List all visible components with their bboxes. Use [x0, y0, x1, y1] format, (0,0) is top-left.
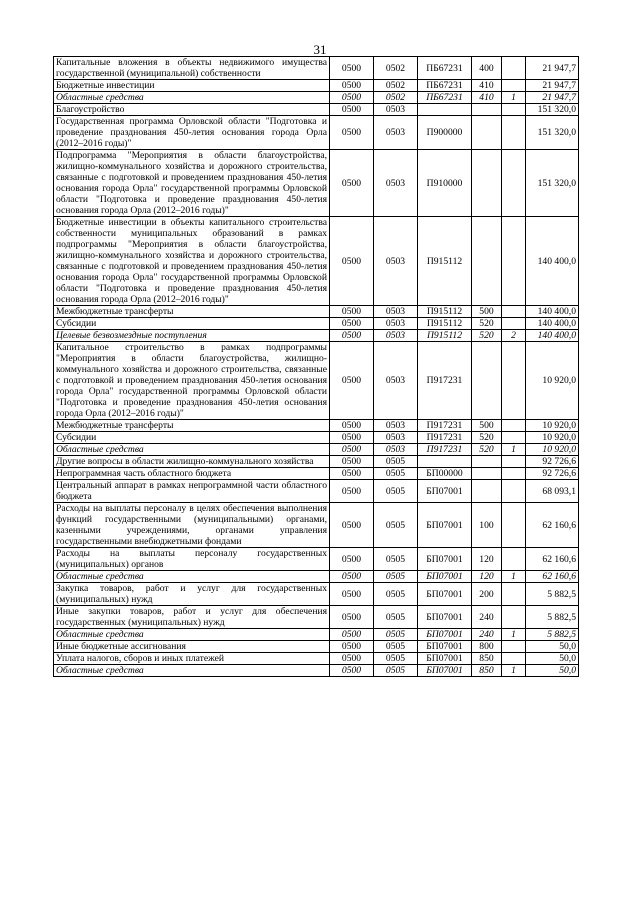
target-article-code: БП07001	[418, 480, 472, 503]
section-code: 0500	[330, 653, 374, 665]
amount: 140 400,0	[526, 318, 579, 330]
item-name: Областные средства	[54, 629, 330, 641]
target-article-code: БП07001	[418, 665, 472, 677]
expense-type-code: 120	[472, 548, 502, 571]
target-article-code: БП07001	[418, 583, 472, 606]
table-row	[54, 641, 579, 653]
section-code: 0500	[330, 432, 374, 444]
subsection-code: 0505	[374, 606, 418, 629]
section-code: 0500	[330, 306, 374, 318]
target-article-code: БП07001	[418, 503, 472, 548]
expense-type-code	[472, 468, 502, 480]
section-code: 0500	[330, 456, 374, 468]
expense-type-code: 800	[472, 641, 502, 653]
amount: 21 947,7	[526, 92, 579, 104]
subsection-code: 0505	[374, 468, 418, 480]
funding-source-code	[502, 420, 526, 432]
amount: 21 947,7	[526, 57, 579, 80]
item-name: Капитальное строительство в рамках подпрограммы "Мероприятия в области благоустройства, жилищно-коммунального хозяйства и дорожного строительства, связанные с подготовкой и проведением празднования 450-летия основания города Орла" государственной программы Орловской области "Подготовка и проведение празднования 450-летия основания города Орла (2012–2016 годы)"	[54, 342, 330, 420]
expense-type-code	[472, 104, 502, 116]
funding-source-code	[502, 342, 526, 420]
funding-source-code	[502, 116, 526, 150]
funding-source-code	[502, 217, 526, 306]
item-name: Областные средства	[54, 571, 330, 583]
expense-type-code: 520	[472, 318, 502, 330]
expense-type-code: 200	[472, 583, 502, 606]
item-name: Межбюджетные трансферты	[54, 306, 330, 318]
subsection-code: 0503	[374, 420, 418, 432]
section-code: 0500	[330, 342, 374, 420]
table-row	[54, 606, 579, 629]
expense-type-code: 850	[472, 653, 502, 665]
amount: 62 160,6	[526, 548, 579, 571]
expense-type-code: 500	[472, 306, 502, 318]
subsection-code: 0502	[374, 92, 418, 104]
item-name: Целевые безвозмездные поступления	[54, 330, 330, 342]
subsection-code: 0503	[374, 217, 418, 306]
funding-source-code	[502, 548, 526, 571]
table-row	[54, 116, 579, 150]
amount: 140 400,0	[526, 330, 579, 342]
target-article-code: БП07001	[418, 548, 472, 571]
funding-source-code	[502, 306, 526, 318]
subsection-code: 0503	[374, 444, 418, 456]
amount: 62 160,6	[526, 571, 579, 583]
table-row	[54, 653, 579, 665]
funding-source-code	[502, 606, 526, 629]
expense-type-code	[472, 217, 502, 306]
target-article-code: П900000	[418, 116, 472, 150]
amount: 50,0	[526, 653, 579, 665]
table-row	[54, 80, 579, 92]
amount: 10 920,0	[526, 432, 579, 444]
amount: 151 320,0	[526, 116, 579, 150]
subsection-code: 0503	[374, 306, 418, 318]
item-name: Иные закупки товаров, работ и услуг для обеспечения государственных (муниципальных) нужд	[54, 606, 330, 629]
funding-source-code: 1	[502, 665, 526, 677]
table-row	[54, 150, 579, 217]
item-name: Подпрограмма "Мероприятия в области благоустройства, жилищно-коммунального хозяйства и дорожного строительства, связанные с подготовкой и проведением празднования 450-летия основания города Орла" государственной программы Орловской области "Подготовка и проведение празднования 450-летия основания города Орла (2012–2016 годы)"	[54, 150, 330, 217]
table-row	[54, 583, 579, 606]
subsection-code: 0502	[374, 57, 418, 80]
amount: 21 947,7	[526, 80, 579, 92]
expense-type-code: 240	[472, 629, 502, 641]
target-article-code: П917231	[418, 444, 472, 456]
page-number: 31	[313, 42, 327, 57]
funding-source-code	[502, 653, 526, 665]
amount: 50,0	[526, 641, 579, 653]
expense-type-code	[472, 480, 502, 503]
amount: 50,0	[526, 665, 579, 677]
expense-type-code: 400	[472, 57, 502, 80]
amount: 140 400,0	[526, 217, 579, 306]
funding-source-code	[502, 104, 526, 116]
target-article-code	[418, 456, 472, 468]
section-code: 0500	[330, 583, 374, 606]
table-row	[54, 665, 579, 677]
amount: 151 320,0	[526, 150, 579, 217]
item-name: Уплата налогов, сборов и иных платежей	[54, 653, 330, 665]
target-article-code: БП07001	[418, 629, 472, 641]
section-code: 0500	[330, 92, 374, 104]
expense-type-code: 100	[472, 503, 502, 548]
table-row	[54, 456, 579, 468]
section-code: 0500	[330, 480, 374, 503]
funding-source-code	[502, 468, 526, 480]
subsection-code: 0503	[374, 432, 418, 444]
subsection-code: 0505	[374, 571, 418, 583]
target-article-code: БП07001	[418, 653, 472, 665]
item-name: Областные средства	[54, 665, 330, 677]
item-name: Центральный аппарат в рамках непрограммной части областного бюджета	[54, 480, 330, 503]
subsection-code: 0505	[374, 665, 418, 677]
funding-source-code: 1	[502, 92, 526, 104]
section-code: 0500	[330, 420, 374, 432]
item-name: Другие вопросы в области жилищно-коммунального хозяйства	[54, 456, 330, 468]
item-name: Субсидии	[54, 318, 330, 330]
funding-source-code	[502, 583, 526, 606]
section-code: 0500	[330, 116, 374, 150]
expense-type-code: 520	[472, 444, 502, 456]
expense-type-code: 240	[472, 606, 502, 629]
funding-source-code	[502, 318, 526, 330]
section-code: 0500	[330, 468, 374, 480]
subsection-code: 0505	[374, 548, 418, 571]
target-article-code: П915112	[418, 217, 472, 306]
expense-type-code	[472, 456, 502, 468]
section-code: 0500	[330, 57, 374, 80]
expense-type-code: 520	[472, 432, 502, 444]
funding-source-code	[502, 57, 526, 80]
expense-type-code: 500	[472, 420, 502, 432]
item-name: Капитальные вложения в объекты недвижимого имущества государственной (муниципальной) собственности	[54, 57, 330, 80]
expense-type-code: 850	[472, 665, 502, 677]
section-code: 0500	[330, 150, 374, 217]
target-article-code: П917231	[418, 420, 472, 432]
item-name: Бюджетные инвестиции	[54, 80, 330, 92]
funding-source-code	[502, 641, 526, 653]
item-name: Расходы на выплаты персоналу государственных (муниципальных) органов	[54, 548, 330, 571]
table-row	[54, 306, 579, 318]
section-code: 0500	[330, 330, 374, 342]
subsection-code: 0505	[374, 653, 418, 665]
funding-source-code: 1	[502, 444, 526, 456]
amount: 10 920,0	[526, 444, 579, 456]
section-code: 0500	[330, 104, 374, 116]
subsection-code: 0505	[374, 641, 418, 653]
table-row	[54, 548, 579, 571]
funding-source-code	[502, 480, 526, 503]
expense-type-code: 120	[472, 571, 502, 583]
section-code: 0500	[330, 665, 374, 677]
table-row	[54, 318, 579, 330]
table-row	[54, 104, 579, 116]
amount: 68 093,1	[526, 480, 579, 503]
subsection-code: 0502	[374, 80, 418, 92]
target-article-code: БП07001	[418, 606, 472, 629]
subsection-code: 0505	[374, 503, 418, 548]
item-name: Субсидии	[54, 432, 330, 444]
target-article-code: БП07001	[418, 571, 472, 583]
subsection-code: 0503	[374, 116, 418, 150]
amount: 10 920,0	[526, 342, 579, 420]
item-name: Благоустройство	[54, 104, 330, 116]
budget-table-body	[54, 57, 579, 677]
amount: 140 400,0	[526, 306, 579, 318]
section-code: 0500	[330, 503, 374, 548]
target-article-code	[418, 104, 472, 116]
subsection-code: 0503	[374, 330, 418, 342]
table-row	[54, 503, 579, 548]
expense-type-code	[472, 150, 502, 217]
target-article-code: П915112	[418, 330, 472, 342]
funding-source-code: 1	[502, 629, 526, 641]
item-name: Межбюджетные трансферты	[54, 420, 330, 432]
funding-source-code: 2	[502, 330, 526, 342]
subsection-code: 0505	[374, 583, 418, 606]
target-article-code: БП07001	[418, 641, 472, 653]
funding-source-code	[502, 456, 526, 468]
table-row	[54, 92, 579, 104]
expense-type-code: 520	[472, 330, 502, 342]
subsection-code: 0505	[374, 480, 418, 503]
subsection-code: 0503	[374, 318, 418, 330]
section-code: 0500	[330, 641, 374, 653]
table-row	[54, 217, 579, 306]
table-row	[54, 432, 579, 444]
subsection-code: 0503	[374, 104, 418, 116]
item-name: Закупка товаров, работ и услуг для государственных (муниципальных) нужд	[54, 583, 330, 606]
table-row	[54, 571, 579, 583]
amount: 62 160,6	[526, 503, 579, 548]
target-article-code: ПБ67231	[418, 57, 472, 80]
subsection-code: 0505	[374, 629, 418, 641]
expense-type-code	[472, 116, 502, 150]
table-row	[54, 330, 579, 342]
item-name: Иные бюджетные ассигнования	[54, 641, 330, 653]
amount: 5 882,5	[526, 606, 579, 629]
budget-table	[53, 56, 579, 677]
table-row	[54, 629, 579, 641]
amount: 151 320,0	[526, 104, 579, 116]
expense-type-code	[472, 342, 502, 420]
section-code: 0500	[330, 571, 374, 583]
subsection-code: 0503	[374, 150, 418, 217]
target-article-code: П910000	[418, 150, 472, 217]
subsection-code: 0503	[374, 342, 418, 420]
funding-source-code	[502, 432, 526, 444]
target-article-code: П915112	[418, 306, 472, 318]
target-article-code: П917231	[418, 432, 472, 444]
target-article-code: ПБ67231	[418, 80, 472, 92]
item-name: Бюджетные инвестиции в объекты капитального строительства собственности муниципальных образований в рамках подпрограммы "Мероприятия в области благоустройства, жилищно-коммунального хозяйства и дорожного строительства, связанные с подготовкой и проведением празднования 450-летия основания города Орла" государственной программы Орловской области "Подготовка и проведение празднования 450-летия основания города Орла (2012–2016 годы)"	[54, 217, 330, 306]
section-code: 0500	[330, 80, 374, 92]
table-row	[54, 468, 579, 480]
item-name: Непрограммная часть областного бюджета	[54, 468, 330, 480]
item-name: Областные средства	[54, 444, 330, 456]
expense-type-code: 410	[472, 92, 502, 104]
target-article-code: БП00000	[418, 468, 472, 480]
section-code: 0500	[330, 318, 374, 330]
section-code: 0500	[330, 444, 374, 456]
funding-source-code	[502, 503, 526, 548]
expense-type-code: 410	[472, 80, 502, 92]
target-article-code: ПБ67231	[418, 92, 472, 104]
section-code: 0500	[330, 606, 374, 629]
item-name: Государственная программа Орловской области "Подготовка и проведение празднования 450-летия основания города Орла (2012–2016 годы)"	[54, 116, 330, 150]
item-name: Областные средства	[54, 92, 330, 104]
section-code: 0500	[330, 629, 374, 641]
amount: 5 882,5	[526, 629, 579, 641]
amount: 10 920,0	[526, 420, 579, 432]
table-row	[54, 444, 579, 456]
funding-source-code: 1	[502, 571, 526, 583]
funding-source-code	[502, 80, 526, 92]
amount: 92 726,6	[526, 468, 579, 480]
amount: 92 726,6	[526, 456, 579, 468]
table-row	[54, 57, 579, 80]
funding-source-code	[502, 150, 526, 217]
table-row	[54, 342, 579, 420]
subsection-code: 0505	[374, 456, 418, 468]
table-row	[54, 480, 579, 503]
section-code: 0500	[330, 548, 374, 571]
table-row	[54, 420, 579, 432]
amount: 5 882,5	[526, 583, 579, 606]
target-article-code: П915112	[418, 318, 472, 330]
item-name: Расходы на выплаты персоналу в целях обеспечения выполнения функций государственными (муниципальными) органами, казенными учреждениями, органами управления государственными внебюджетными фондами	[54, 503, 330, 548]
section-code: 0500	[330, 217, 374, 306]
target-article-code: П917231	[418, 342, 472, 420]
